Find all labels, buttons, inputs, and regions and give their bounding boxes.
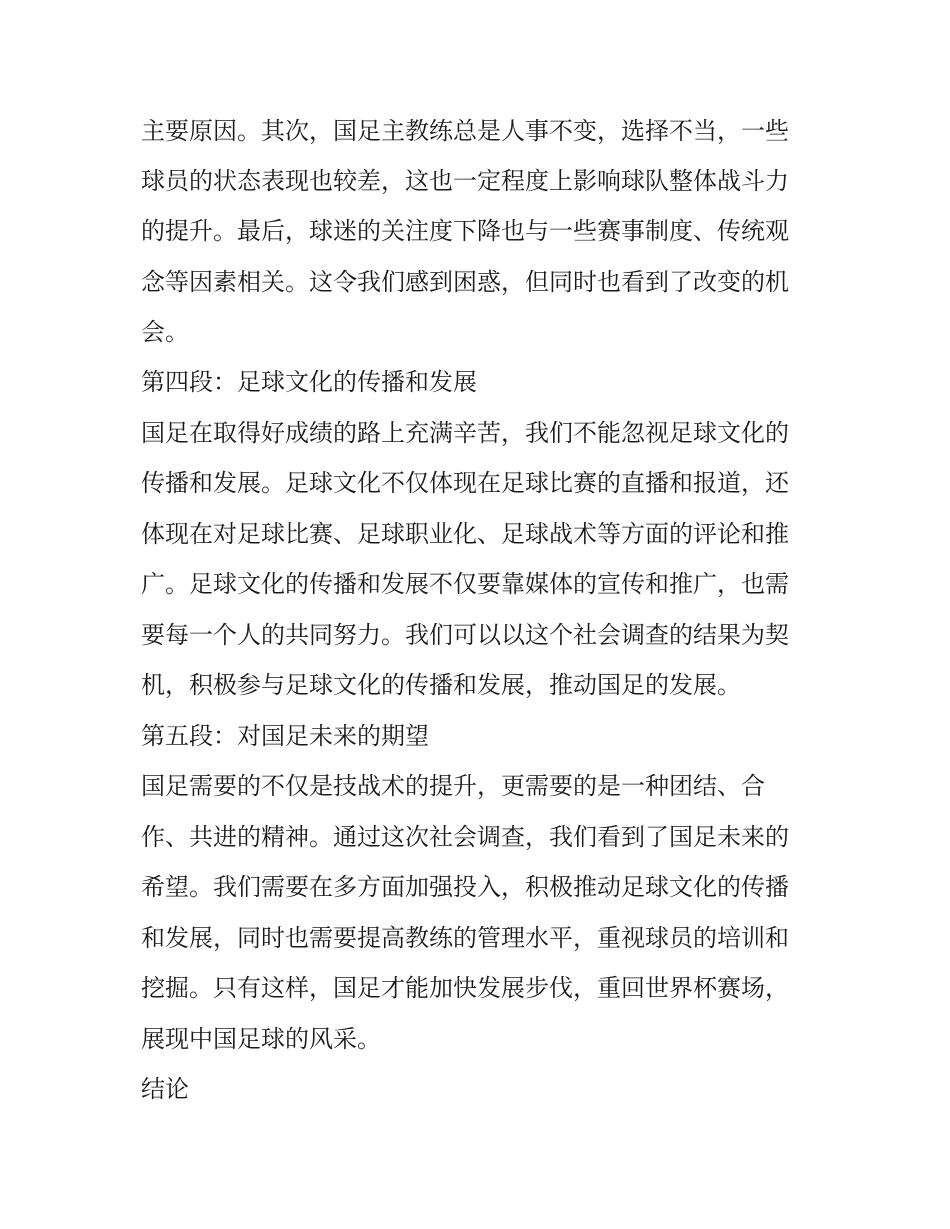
body-text-line: 机，积极参与足球文化的传播和发展，推动国足的发展。 bbox=[141, 671, 741, 699]
section-heading: 第五段：对国足未来的期望 bbox=[141, 722, 429, 750]
body-text-line: 念等因素相关。这令我们感到困惑，但同时也看到了改变的机 bbox=[141, 268, 789, 296]
body-text-line: 挖掘。只有这样，国足才能加快发展步伐，重回世界杯赛场， bbox=[141, 974, 789, 1002]
body-text-line: 球员的状态表现也较差，这也一定程度上影响球队整体战斗力 bbox=[141, 167, 789, 195]
body-text-line: 国足在取得好成绩的路上充满辛苦，我们不能忽视足球文化的 bbox=[141, 419, 789, 447]
body-text-line: 体现在对足球比赛、足球职业化、足球战术等方面的评论和推 bbox=[141, 520, 789, 548]
section-heading: 结论 bbox=[141, 1075, 189, 1103]
body-text-line: 主要原因。其次，国足主教练总是人事不变，选择不当，一些 bbox=[141, 117, 789, 145]
body-text-line: 广。足球文化的传播和发展不仅要靠媒体的宣传和推广，也需 bbox=[141, 570, 789, 598]
section-heading: 第四段：足球文化的传播和发展 bbox=[141, 368, 477, 396]
body-text-line: 作、共进的精神。通过这次社会调查，我们看到了国足未来的 bbox=[141, 823, 789, 851]
body-text-line: 的提升。最后，球迷的关注度下降也与一些赛事制度、传统观 bbox=[141, 217, 789, 245]
body-text-line: 传播和发展。足球文化不仅体现在足球比赛的直播和报道，还 bbox=[141, 469, 789, 497]
body-text-line: 和发展，同时也需要提高教练的管理水平，重视球员的培训和 bbox=[141, 924, 789, 952]
body-text-line: 展现中国足球的风采。 bbox=[141, 1025, 381, 1053]
body-text-line: 会。 bbox=[141, 318, 189, 346]
body-text-line: 要每一个人的共同努力。我们可以以这个社会调查的结果为契 bbox=[141, 621, 789, 649]
body-text-line: 希望。我们需要在多方面加强投入，积极推动足球文化的传播 bbox=[141, 873, 789, 901]
body-text-line: 国足需要的不仅是技战术的提升，更需要的是一种团结、合 bbox=[141, 772, 765, 800]
